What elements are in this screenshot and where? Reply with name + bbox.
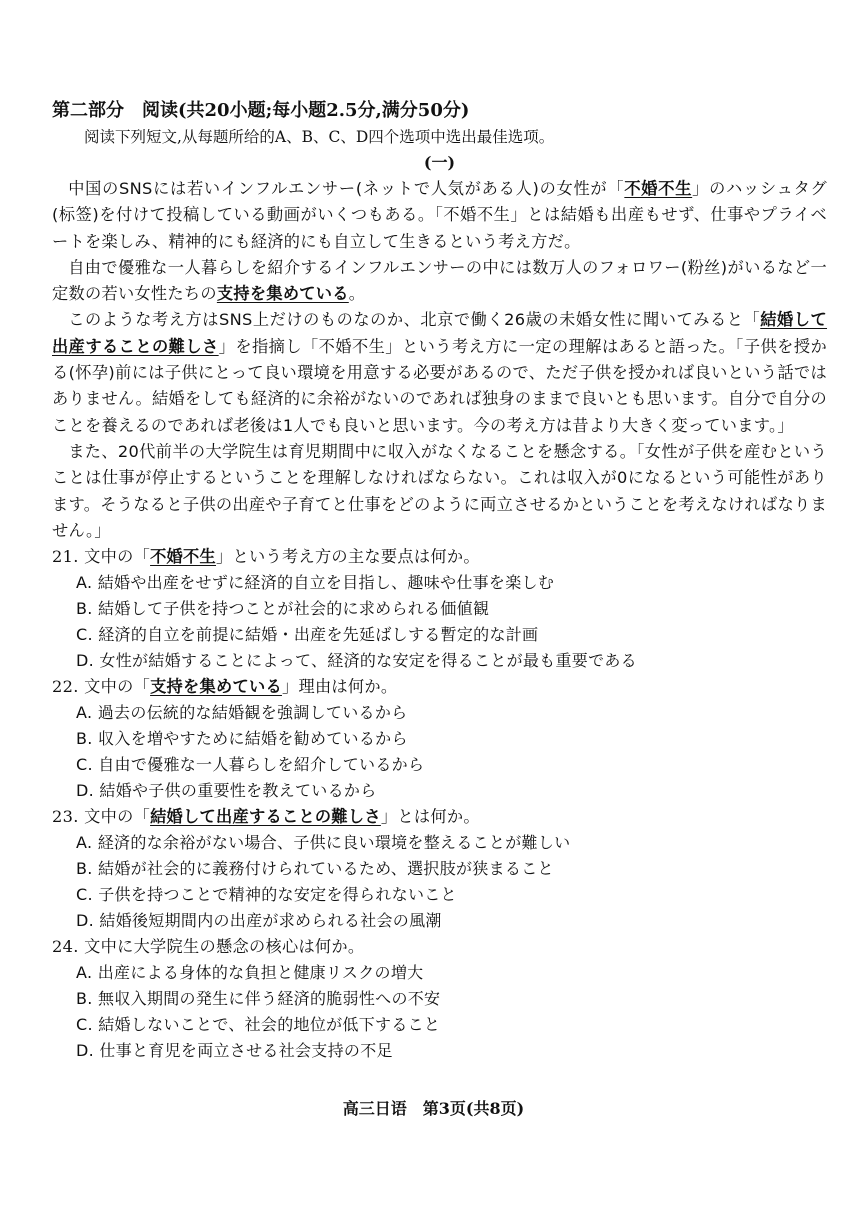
option-a[interactable]: A. 出産による身体的な負担と健康リスクの増大 [76,963,424,983]
question-list [52,544,827,1064]
option-a[interactable]: A. 経済的な余裕がない場合、子供に良い環境を整えることが難しい [76,833,571,853]
text: 」理由は何か。 [281,677,398,697]
option-c[interactable]: C. 子供を持つことで精神的な安定を得られないこと [76,885,457,905]
question-number: 22. [52,677,79,697]
passage-paragraph-2 [52,255,827,308]
text: 」とは何か。 [380,807,480,827]
question-stem [52,804,827,830]
passage-paragraph-3 [52,307,827,438]
underlined-term: 結婚して出産することの難しさ [52,310,828,356]
text: このような考え方はSNS上だけのものなのか、北京で働く26歳の未婚女性に聞いてみると「 [68,310,761,330]
text: 」を指摘し「不婚不生」という考え方に一定の理解はあると語った。「子供を授かる(怀孕)前には子供にとって良い環境を用意する必要があるので、ただ子供を授かれば良いという話ではありません。結婚をしても経済的に余裕がないのであれば独身のままで良いとも思います。自分で自分のことを養えるのであれば老後は1人でも良いと思います。今の考え方は昔より大きく変っています。」 [52,336,827,435]
option-c[interactable]: C. 結婚しないことで、社会的地位が低下すること [76,1015,441,1035]
option-d[interactable]: D. 結婚や子供の重要性を教えているから [76,781,377,801]
option-d[interactable]: D. 仕事と育児を両立させる社会支持の不足 [76,1041,393,1061]
question-stem [52,544,827,570]
section-instruction: 阅读下列短文,从每题所给的A、B、C、D四个选项中选出最佳选项。 [84,128,555,146]
underlined-term: 不婚不生 [624,179,693,198]
question-number: 21. [52,547,79,567]
passage-paragraph-4: また、20代前半の大学院生は育児期間中に収入がなくなることを懸念する。「女性が子供を産むということは仕事が停止するということを理解しなければならない。これは収入が0になるという可能性があります。そうなると子供の出産や子育てと仕事をどのように両立させるかということを考えなければなりません。」 [52,441,827,540]
passage-number: (一) [423,153,456,172]
underlined-term: 不婚不生 [150,547,217,567]
option-b[interactable]: B. 結婚が社会的に義務付けられているため、選択肢が狭まること [76,859,554,879]
question-23 [52,804,827,934]
option-a[interactable]: A. 過去の伝統的な結婚観を強調しているから [76,703,408,723]
option-d[interactable]: D. 女性が結婚することによって、経済的な安定を得ることが最も重要である [76,651,637,671]
text: 文中の「 [84,547,151,567]
option-b[interactable]: B. 無収入期間の発生に伴う経済的脆弱性への不安 [76,989,441,1009]
text: 自由で優雅な一人暮らしを紹介するインフルエンサーの中には数万人のフォロワー(粉丝)がいるなど一定数の若い女性たちの [52,257,827,304]
section-title: 第二部分 阅读(共20小题;每小题2.5分,满分50分) [52,100,470,121]
question-number: 23. [52,807,79,827]
option-b[interactable]: B. 収入を増やすために結婚を勧めているから [76,729,408,749]
underlined-term: 支持を集めている [150,677,282,697]
text: 」という考え方の主な要点は何か。 [216,547,480,567]
text: 文中に大学院生の懸念の核心は何か。 [84,937,365,957]
question-22 [52,674,827,804]
text: 文中の「 [84,807,151,827]
question-21 [52,544,827,674]
underlined-term: 支持を集めている [216,284,349,304]
option-d[interactable]: D. 結婚後短期間内の出産が求められる社会の風潮 [76,911,442,931]
option-a[interactable]: A. 結婚や出産をせずに経済的自立を目指し、趣味や仕事を楽しむ [76,573,555,593]
option-b[interactable]: B. 結婚して子供を持つことが社会的に求められる価値観 [76,599,490,619]
text: 中国のSNSには若いインフルエンサー(ネットで人気がある人)の女性が「 [68,179,625,198]
passage-paragraph-1 [52,176,827,255]
question-24 [52,934,827,1064]
text: 文中の「 [84,677,151,697]
question-stem [52,934,827,960]
underlined-term: 結婚して出産することの難しさ [150,807,381,827]
text: 」のハッシュタグ(标签)を付けて投稿している動画がいくつもある。「不婚不生」とは結婚も出産もせず、仕事やプライベートを楽しみ、精神的にも経済的にも自立して生きるという考え方だ。 [52,179,828,251]
option-c[interactable]: C. 経済的自立を前提に結婚・出産を先延ばしする暫定的な計画 [76,625,539,645]
question-number: 24. [52,937,79,957]
question-stem [52,674,827,700]
page-footer: 高三日语 第3页(共8页) [342,1099,525,1118]
text: 。 [348,284,366,304]
option-c[interactable]: C. 自由で優雅な一人暮らしを紹介しているから [76,755,425,775]
